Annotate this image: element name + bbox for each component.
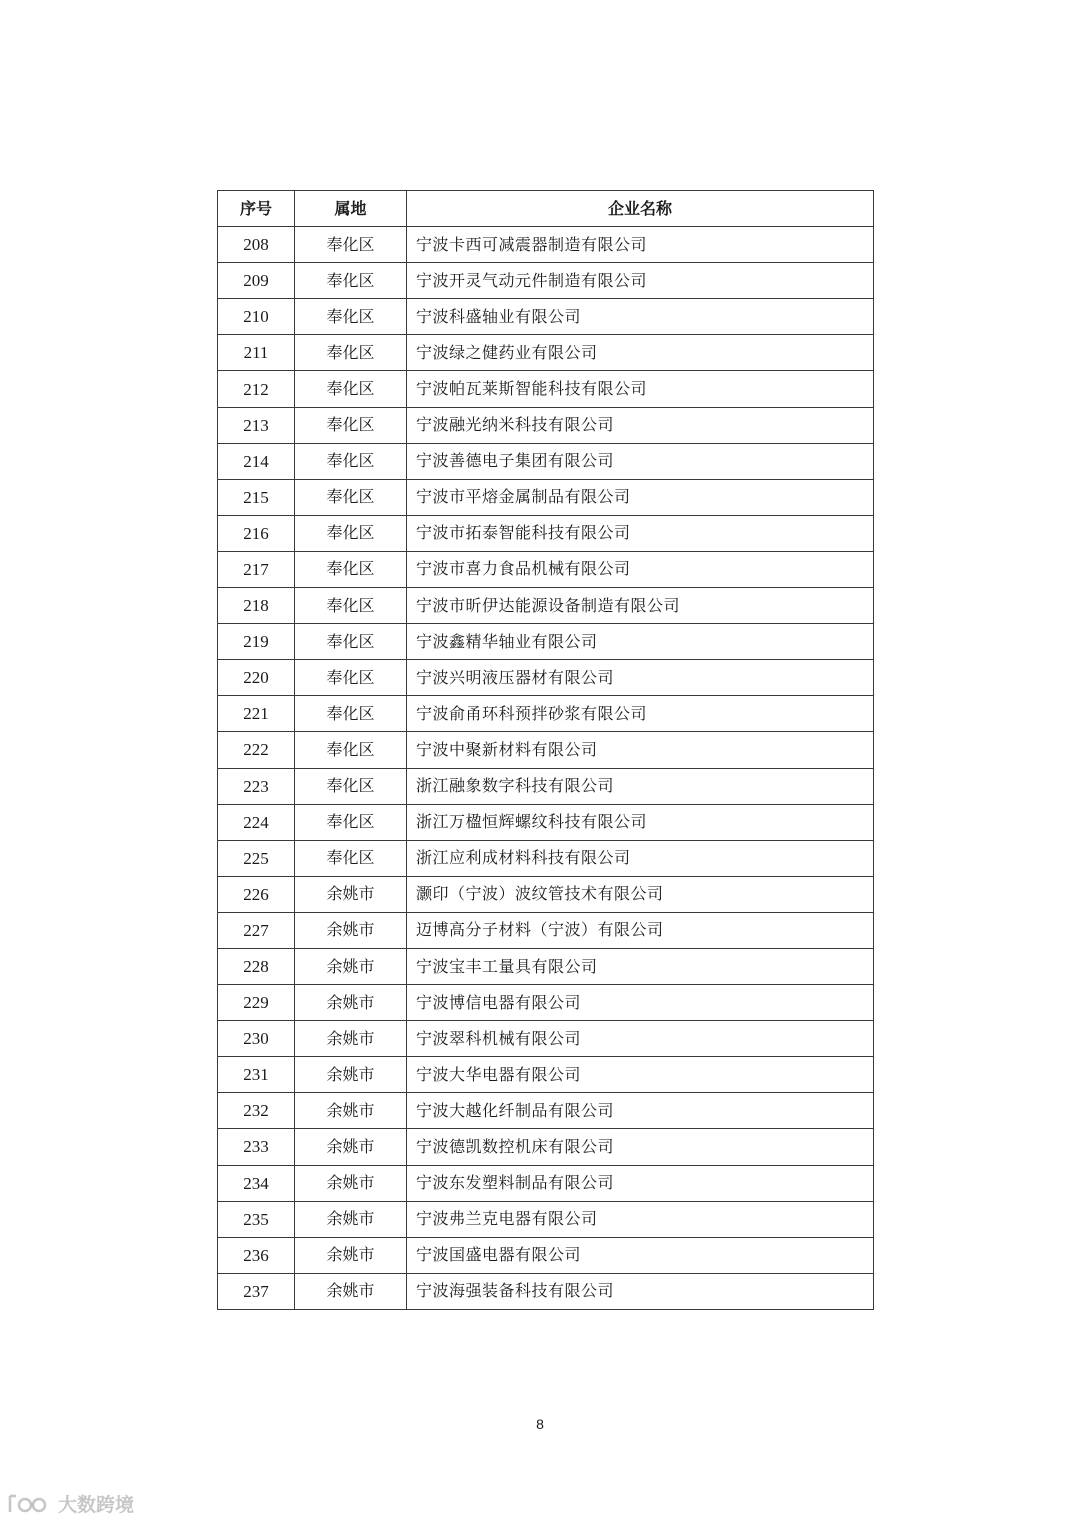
table-row [218,1165,874,1201]
company-name-cell: 宁波国盛电器有限公司 [407,1237,874,1273]
company-name-cell: 宁波俞甬环科预拌砂浆有限公司 [407,696,874,732]
company-name-cell: 宁波博信电器有限公司 [407,985,874,1021]
company-name-cell: 宁波市拓泰智能科技有限公司 [407,515,874,551]
company-name-cell: 宁波东发塑料制品有限公司 [407,1165,874,1201]
serial-number-cell: 233 [218,1129,295,1165]
serial-number-cell: 230 [218,1021,295,1057]
serial-number-cell: 228 [218,948,295,984]
location-cell: 奉化区 [295,407,407,443]
serial-number-cell: 218 [218,588,295,624]
serial-number-cell: 212 [218,371,295,407]
header-serial-number: 序号 [218,191,295,227]
table-row [218,1021,874,1057]
header-location: 属地 [295,191,407,227]
company-name-cell: 浙江融象数字科技有限公司 [407,768,874,804]
serial-number-cell: 236 [218,1237,295,1273]
table-row [218,371,874,407]
table-row [218,948,874,984]
serial-number-cell: 221 [218,696,295,732]
table-row [218,1201,874,1237]
location-cell: 余姚市 [295,985,407,1021]
location-cell: 余姚市 [295,1165,407,1201]
serial-number-cell: 235 [218,1201,295,1237]
location-cell: 奉化区 [295,515,407,551]
location-cell: 奉化区 [295,588,407,624]
company-name-cell: 宁波善德电子集团有限公司 [407,443,874,479]
table-row [218,985,874,1021]
company-name-cell: 宁波鑫精华轴业有限公司 [407,624,874,660]
company-name-cell: 宁波德凯数控机床有限公司 [407,1129,874,1165]
serial-number-cell: 234 [218,1165,295,1201]
location-cell: 余姚市 [295,876,407,912]
watermark-text: 大数跨境 [58,1494,135,1516]
serial-number-cell: 213 [218,407,295,443]
location-cell: 余姚市 [295,1021,407,1057]
location-cell: 余姚市 [295,1093,407,1129]
serial-number-cell: 227 [218,912,295,948]
serial-number-cell: 208 [218,227,295,263]
location-cell: 奉化区 [295,732,407,768]
table-row [218,1129,874,1165]
serial-number-cell: 232 [218,1093,295,1129]
company-name-cell: 浙江万楹恒辉螺纹科技有限公司 [407,804,874,840]
table-row [218,1057,874,1093]
location-cell: 奉化区 [295,840,407,876]
serial-number-cell: 214 [218,443,295,479]
serial-number-cell: 216 [218,515,295,551]
serial-number-cell: 217 [218,551,295,587]
serial-number-cell: 223 [218,768,295,804]
serial-number-cell: 224 [218,804,295,840]
location-cell: 奉化区 [295,768,407,804]
location-cell: 余姚市 [295,1273,407,1309]
company-name-cell: 宁波宝丰工量具有限公司 [407,948,874,984]
company-name-cell: 宁波市昕伊达能源设备制造有限公司 [407,588,874,624]
serial-number-cell: 220 [218,660,295,696]
table-row [218,732,874,768]
company-name-cell: 宁波开灵气动元件制造有限公司 [407,263,874,299]
company-name-cell: 浙江应利成材料科技有限公司 [407,840,874,876]
location-cell: 奉化区 [295,804,407,840]
location-cell: 余姚市 [295,1237,407,1273]
location-cell: 余姚市 [295,948,407,984]
serial-number-cell: 237 [218,1273,295,1309]
serial-number-cell: 222 [218,732,295,768]
company-name-cell: 宁波市喜力食品机械有限公司 [407,551,874,587]
location-cell: 余姚市 [295,1201,407,1237]
company-name-cell: 宁波融光纳米科技有限公司 [407,407,874,443]
company-name-cell: 宁波弗兰克电器有限公司 [407,1201,874,1237]
company-name-cell: 宁波中聚新材料有限公司 [407,732,874,768]
serial-number-cell: 219 [218,624,295,660]
table-row [218,299,874,335]
table-row [218,1273,874,1309]
table-row [218,804,874,840]
table-row [218,1237,874,1273]
enterprise-table [217,190,874,1310]
serial-number-cell: 225 [218,840,295,876]
table-row [218,227,874,263]
serial-number-cell: 215 [218,479,295,515]
location-cell: 奉化区 [295,660,407,696]
location-cell: 余姚市 [295,1057,407,1093]
company-name-cell: 宁波市平熔金属制品有限公司 [407,479,874,515]
serial-number-cell: 210 [218,299,295,335]
company-name-cell: 宁波兴明液压器材有限公司 [407,660,874,696]
company-name-cell: 宁波帕瓦莱斯智能科技有限公司 [407,371,874,407]
company-name-cell: 宁波绿之健药业有限公司 [407,335,874,371]
table-row [218,696,874,732]
location-cell: 余姚市 [295,1129,407,1165]
table-row [218,407,874,443]
serial-number-cell: 231 [218,1057,295,1093]
serial-number-cell: 229 [218,985,295,1021]
table-row [218,588,874,624]
table-row [218,515,874,551]
table-row [218,660,874,696]
location-cell: 奉化区 [295,299,407,335]
table-row [218,912,874,948]
location-cell: 奉化区 [295,371,407,407]
table-row [218,551,874,587]
location-cell: 奉化区 [295,263,407,299]
table-row [218,768,874,804]
header-company-name: 企业名称 [407,191,874,227]
company-name-cell: 宁波大越化纤制品有限公司 [407,1093,874,1129]
serial-number-cell: 211 [218,335,295,371]
table-row [218,263,874,299]
location-cell: 奉化区 [295,335,407,371]
serial-number-cell: 209 [218,263,295,299]
location-cell: 余姚市 [295,912,407,948]
location-cell: 奉化区 [295,551,407,587]
company-name-cell: 宁波大华电器有限公司 [407,1057,874,1093]
company-name-cell: 宁波海强装备科技有限公司 [407,1273,874,1309]
company-name-cell: 宁波科盛轴业有限公司 [407,299,874,335]
page-number: 8 [536,1416,544,1432]
company-name-cell: 宁波翠科机械有限公司 [407,1021,874,1057]
table-row [218,443,874,479]
location-cell: 奉化区 [295,624,407,660]
watermark [6,1490,134,1517]
company-name-cell: 迈博高分子材料（宁波）有限公司 [407,912,874,948]
location-cell: 奉化区 [295,443,407,479]
company-name-cell: 宁波卡西可减震器制造有限公司 [407,227,874,263]
table-row [218,1093,874,1129]
location-cell: 奉化区 [295,479,407,515]
table-row [218,840,874,876]
table-row [218,335,874,371]
brand-logo-icon [6,1493,52,1515]
location-cell: 奉化区 [295,227,407,263]
location-cell: 奉化区 [295,696,407,732]
serial-number-cell: 226 [218,876,295,912]
table-row [218,624,874,660]
table-header-row [218,191,874,227]
company-name-cell: 灏印（宁波）波纹管技术有限公司 [407,876,874,912]
table-row [218,479,874,515]
table-row [218,876,874,912]
